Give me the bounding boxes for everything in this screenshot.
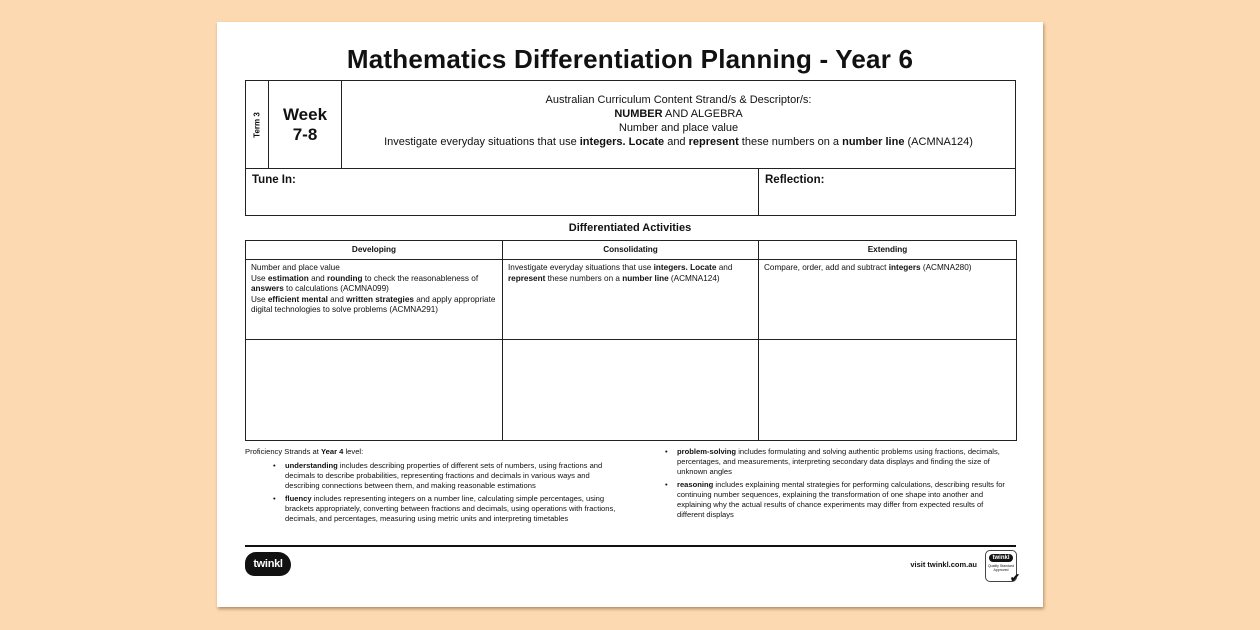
proficiency-intro: Proficiency Strands at Year 4 level: <box>245 447 364 456</box>
consolidating-cell: Investigate everyday situations that use integers. Locate and represent these numbers on a number line (ACMNA124) <box>503 260 759 340</box>
activities-title: Differentiated Activities <box>568 222 692 234</box>
term-label: Term 3 <box>252 111 262 138</box>
week-label: Week <box>282 104 328 124</box>
descriptor-text: Investigate everyday situations that use integers. Locate and represent these numbers on a number line (ACMNA124) <box>384 135 973 148</box>
reflection-label: Reflection: <box>765 174 825 186</box>
column-header-consolidating: Consolidating <box>503 241 759 260</box>
strand-problem-solving: • problem-solving includes formulating and solving authentic problems using fractions, decimals, percentages, and measurements, interpreting secondary data displays and finding the size of unknown angles <box>665 447 1010 477</box>
strand-reasoning: • reasoning includes explaining mental strategies for performing calculations, describing results for continuing number sequences, explaining the transformation of one shape into another and explaining why the actual results of chance experiments may differ from expected results of different displays <box>665 480 1010 520</box>
strand-fluency: • fluency includes representing integers on a number line, calculating simple percentages, using brackets appropriately, converting between fractions and decimals, using operations with fractions, decimals, and percentages, measuring using metric units and interpreting timetables <box>273 494 623 524</box>
checkmark-icon: ✔ <box>1009 571 1020 585</box>
twinkl-logo: twinkl <box>245 552 291 576</box>
week-cell <box>269 81 342 168</box>
column-header-developing: Developing <box>246 241 503 260</box>
tune-in-box[interactable] <box>245 168 759 216</box>
tune-in-label: Tune In: <box>252 174 296 186</box>
header-box <box>245 80 1016 169</box>
developing-cell: Number and place value Use estimation and rounding to check the reasonableness of answers to calculations (ACMNA099) Use efficient mental and written strategies and apply appropriate digital technologies to solve problems (ACMNA291) <box>246 260 503 340</box>
worksheet-page <box>217 22 1043 607</box>
curriculum-heading: Australian Curriculum Content Strand/s & Descriptor/s: <box>545 93 812 106</box>
activities-table <box>245 240 1017 441</box>
visit-link[interactable]: visit twinkl.com.au <box>910 560 977 569</box>
extending-activity-cell[interactable] <box>759 340 1017 441</box>
strand-understanding: • understanding includes describing properties of different sets of numbers, using fractions and decimals to describe probabilities, representing fractions and decimals in various ways and describing connections between them, and making reasonable estimations <box>273 461 623 491</box>
column-header-extending: Extending <box>759 241 1017 260</box>
quality-badge-icon: twinkl Quality Standard Approved ✔ <box>985 550 1017 582</box>
footer-divider <box>245 545 1016 547</box>
curriculum-descriptor <box>342 81 1015 168</box>
extending-cell: Compare, order, add and subtract integers (ACMNA280) <box>759 260 1017 340</box>
reflection-box[interactable] <box>758 168 1016 216</box>
week-range: 7-8 <box>292 124 318 144</box>
substrand: Number and place value <box>618 121 739 134</box>
strand: NUMBER AND ALGEBRA <box>614 107 743 120</box>
term-cell <box>246 81 269 168</box>
consolidating-activity-cell[interactable] <box>503 340 759 441</box>
developing-activity-cell[interactable] <box>246 340 503 441</box>
page-title: Mathematics Differentiation Planning - Year 6 <box>346 44 914 74</box>
